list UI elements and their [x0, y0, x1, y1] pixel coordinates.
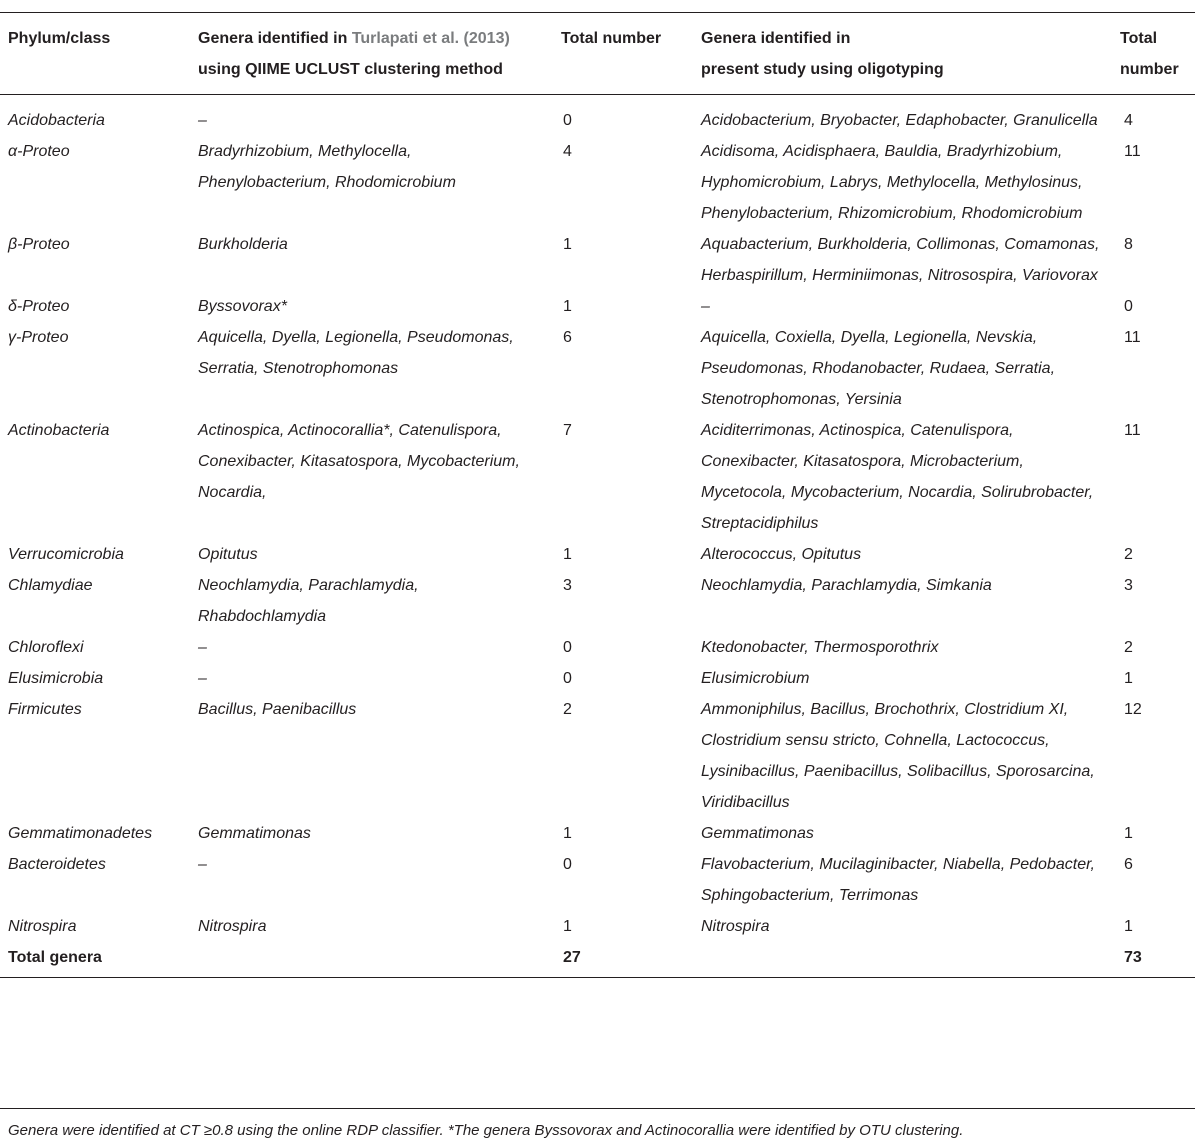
cell-genera-present: – — [701, 298, 710, 315]
header-genera-present: Genera identified in present study using oligotyping — [701, 30, 944, 78]
header-phylum: Phylum/class — [8, 30, 111, 47]
table-row — [0, 632, 1195, 663]
cell-phylum: Chlamydiae — [8, 577, 93, 594]
table-row — [0, 694, 1195, 818]
cell-genera-uclust: Bradyrhizobium, Methylocella, Phenylobacterium, Rhodomicrobium — [198, 143, 456, 191]
cell-genera-present: Elusimicrobium — [701, 670, 810, 687]
cell-total-number-1: 1 — [563, 546, 572, 563]
cell-genera-uclust: – — [198, 639, 207, 656]
cell-genera-uclust: – — [198, 670, 207, 687]
cell-phylum: Verrucomicrobia — [8, 546, 124, 563]
table-body — [0, 95, 1195, 978]
cell-genera-uclust: Aquicella, Dyella, Legionella, Pseudomonas, Serratia, Stenotrophomonas — [198, 329, 514, 377]
cell-genera-uclust: – — [198, 112, 207, 129]
header-genera-turlapati: Genera identified in Turlapati et al. (2013) using QIIME UCLUST clustering method — [198, 30, 510, 78]
cell-genera-present: Acidisoma, Acidisphaera, Bauldia, Bradyrhizobium, Hyphomicrobium, Labrys, Methylocella, Methylosinus, Phenylobacterium, Rhizomicrobium, Rhodomicrobium — [701, 143, 1083, 222]
cell-total-number-1: 7 — [563, 422, 572, 439]
table-row — [0, 322, 1195, 415]
cell-phylum: Bacteroidetes — [8, 856, 106, 873]
cell-genera-present: Aquabacterium, Burkholderia, Collimonas, Comamonas, Herbaspirillum, Herminiimonas, Nitrosospira, Variovorax — [701, 236, 1100, 284]
cell-phylum: β-Proteo — [8, 236, 70, 253]
header-total-number-1: Total number — [561, 30, 662, 47]
cell-genera-present: Gemmatimonas — [701, 825, 814, 842]
cell-phylum: γ-Proteo — [8, 329, 69, 346]
cell-genera-present: Aciditerrimonas, Actinospica, Catenulispora, Conexibacter, Kitasatospora, Microbacterium, Mycetocola, Mycobacterium, Nocardia, Solirubrobacter, Streptacidiphilus — [701, 422, 1094, 532]
cell-totals-number-2: 73 — [1124, 949, 1142, 966]
cell-total-number-2: 2 — [1124, 639, 1133, 656]
table-row — [0, 291, 1195, 322]
cell-genera-present: Nitrospira — [701, 918, 770, 935]
cell-genera-uclust: Nitrospira — [198, 918, 267, 935]
cell-genera-present: Ammoniphilus, Bacillus, Brochothrix, Clostridium XI, Clostridium sensu stricto, Cohnella, Lactococcus, Lysinibacillus, Paenibacillus, Solibacillus, Sporosarcina, Viridibacillus — [701, 701, 1095, 811]
cell-total-number-2: 0 — [1124, 298, 1133, 315]
cell-total-number-1: 1 — [563, 298, 572, 315]
cell-genera-uclust: Byssovorax* — [198, 298, 287, 315]
cell-total-number-2: 2 — [1124, 546, 1133, 563]
citation-link[interactable]: Turlapati et al. (2013) — [351, 30, 510, 47]
cell-genera-uclust: Actinospica, Actinocorallia*, Catenulispora, Conexibacter, Kitasatospora, Mycobacterium, Nocardia, — [198, 422, 520, 501]
cell-total-number-2: 3 — [1124, 577, 1133, 594]
cell-total-number-1: 0 — [563, 670, 572, 687]
cell-phylum: δ-Proteo — [8, 298, 70, 315]
table-row — [0, 136, 1195, 229]
header-total-number-2: Total number — [1120, 30, 1179, 78]
table-row — [0, 849, 1195, 911]
header-row — [0, 13, 1195, 95]
cell-total-number-2: 12 — [1124, 701, 1142, 718]
table-header — [0, 13, 1195, 95]
table-row — [0, 539, 1195, 570]
cell-totals-number-1: 27 — [563, 949, 581, 966]
cell-genera-present: Aquicella, Coxiella, Dyella, Legionella, Nevskia, Pseudomonas, Rhodanobacter, Rudaea, Serratia, Stenotrophomonas, Yersinia — [701, 329, 1056, 408]
cell-genera-present: Acidobacterium, Bryobacter, Edaphobacter, Granulicella — [701, 112, 1098, 129]
table-row — [0, 415, 1195, 539]
cell-total-number-1: 3 — [563, 577, 572, 594]
table-row — [0, 95, 1195, 137]
cell-total-number-1: 1 — [563, 918, 572, 935]
cell-phylum: Actinobacteria — [8, 422, 110, 439]
cell-genera-uclust: Gemmatimonas — [198, 825, 311, 842]
cell-total-number-2: 11 — [1124, 329, 1141, 346]
table-row — [0, 818, 1195, 849]
cell-total-number-1: 0 — [563, 112, 572, 129]
table-row — [0, 570, 1195, 632]
cell-genera-present: Flavobacterium, Mucilaginibacter, Niabella, Pedobacter, Sphingobacterium, Terrimonas — [701, 856, 1095, 904]
cell-total-number-2: 8 — [1124, 236, 1133, 253]
table-footnote: Genera were identified at CT ≥0.8 using the online RDP classifier. *The genera Byssovorax and Actinocorallia were identified by OTU clustering. — [8, 1122, 964, 1139]
cell-total-number-1: 1 — [563, 236, 572, 253]
cell-phylum: Gemmatimonadetes — [8, 825, 153, 842]
cell-phylum: Firmicutes — [8, 701, 82, 718]
table-row — [0, 663, 1195, 694]
table-row — [0, 911, 1195, 942]
genera-comparison-table — [0, 12, 1195, 978]
cell-total-number-1: 0 — [563, 856, 572, 873]
footnote-divider — [0, 1108, 1195, 1109]
cell-total-number-1: 6 — [563, 329, 572, 346]
cell-empty — [190, 942, 553, 978]
cell-total-number-2: 1 — [1124, 670, 1133, 687]
cell-phylum: α-Proteo — [8, 143, 70, 160]
totals-row — [0, 942, 1195, 978]
cell-phylum: Chloroflexi — [8, 639, 84, 656]
cell-total-number-2: 6 — [1124, 856, 1133, 873]
cell-total-number-1: 2 — [563, 701, 572, 718]
cell-total-number-2: 11 — [1124, 422, 1141, 439]
cell-genera-uclust: – — [198, 856, 207, 873]
cell-genera-uclust: Burkholderia — [198, 236, 288, 253]
cell-empty — [693, 942, 1114, 978]
cell-total-number-1: 4 — [563, 143, 572, 160]
cell-total-number-1: 0 — [563, 639, 572, 656]
cell-genera-present: Neochlamydia, Parachlamydia, Simkania — [701, 577, 992, 594]
cell-genera-present: Alterococcus, Opitutus — [701, 546, 862, 563]
cell-genera-uclust: Neochlamydia, Parachlamydia, Rhabdochlamydia — [198, 577, 419, 625]
cell-genera-present: Ktedonobacter, Thermosporothrix — [701, 639, 939, 656]
cell-totals-label: Total genera — [8, 949, 102, 966]
cell-total-number-1: 1 — [563, 825, 572, 842]
cell-phylum: Nitrospira — [8, 918, 77, 935]
cell-genera-uclust: Opitutus — [198, 546, 258, 563]
cell-total-number-2: 11 — [1124, 143, 1141, 160]
cell-phylum: Acidobacteria — [8, 112, 105, 129]
cell-total-number-2: 1 — [1124, 825, 1133, 842]
cell-total-number-2: 4 — [1124, 112, 1133, 129]
cell-genera-uclust: Bacillus, Paenibacillus — [198, 701, 357, 718]
cell-phylum: Elusimicrobia — [8, 670, 104, 687]
table-row — [0, 229, 1195, 291]
cell-total-number-2: 1 — [1124, 918, 1133, 935]
